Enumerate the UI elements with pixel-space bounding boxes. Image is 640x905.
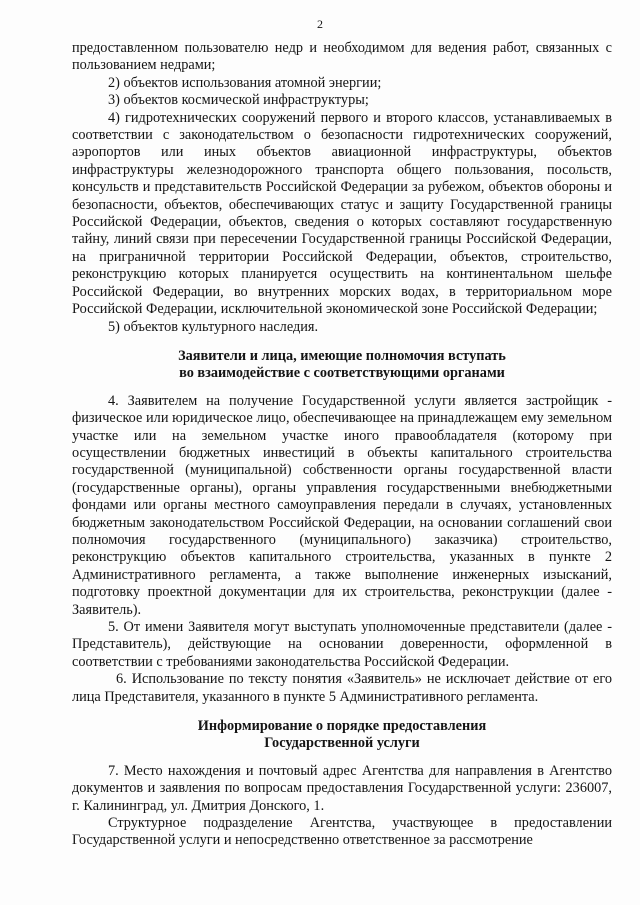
heading-line: Информирование о порядке предоставления bbox=[197, 718, 487, 735]
heading-line: Государственной услуги bbox=[264, 735, 420, 752]
list-item-5: 5) объектов культурного наследия. bbox=[108, 318, 319, 335]
paragraph-5: 5. От имени Заявителя могут выступать уполномоченные представители (далее - Представитель), действующие на основании доверенности, оформленной в соответствии с требованиями законодательства Российской Федерации. bbox=[72, 619, 612, 670]
paragraph-6: 6. Использование по тексту понятия «Заявитель» не исключает действие от его лица Представителя, указанного в пункте 5 Административного регламента. bbox=[72, 671, 612, 705]
heading-line: Заявители и лица, имеющие полномочия вступать bbox=[178, 347, 506, 364]
paragraph-7: 7. Место нахождения и почтовый адрес Агентства для направления в Агентство документов и заявления по вопросам предоставления Государственной услуги: 236007, г. Калининград, ул. Дмитрия Донского, 1. bbox=[72, 762, 612, 814]
paragraph-structural-unit: Структурное подразделение Агентства, участвующее в предоставлении Государственной услуги и непосредственно ответственное за рассмотрение bbox=[72, 815, 612, 849]
list-item-2: 2) объектов использования атомной энергии; bbox=[108, 74, 382, 91]
document-body bbox=[72, 40, 612, 850]
section-heading-informing bbox=[72, 718, 612, 753]
list-item-3: 3) объектов космической инфраструктуры; bbox=[108, 92, 369, 109]
section-heading-applicants bbox=[72, 348, 612, 383]
paragraph-continuation: предоставленном пользователю недр и необходимом для ведения работ, связанных с пользованием недрами; bbox=[72, 40, 612, 74]
heading-line: во взаимодействие с соответствующими органами bbox=[179, 365, 505, 382]
paragraph-4: 4. Заявителем на получение Государственной услуги является застройщик - физическое или юридическое лицо, обеспечивающее на принадлежащем ему земельном участке или на земельном участке иного правообладателя (которому при осуществлении бюджетных инвестиций в объекты капитального строительства государственной (муниципальной) собственности органы государственной власти (государственные органы), органы управления государственными внебюджетными фондами или органы местного самоуправления передали в случаях, установленных бюджетным законодательством Российской Федерации, на основании соглашений свои полномочия государственного (муниципального) заказчика) строительство, реконструкцию объектов капитального строительства, указанных в пункте 2 Административного регламента, а также выполнение инженерных изысканий, подготовку проектной документации для их строительства, реконструкции (далее - Заявитель). bbox=[72, 392, 612, 618]
list-item-4: 4) гидротехнических сооружений первого и второго классов, устанавливаемых в соответствии с законодательством о безопасности гидротехнических сооружений, аэропортов или иных объектов авиационной инфраструктуры, объектов инфраструктуры железнодорожного транспорта общего пользования, посольств, консульств и представительств Российской Федерации за рубежом, объектов обороны и безопасности, объектов, обеспечивающих статус и защиту Государственной границы Российской Федерации, объектов, сведения о которых составляют государственную тайну, линий связи при пересечении Государственной границы Российской Федерации, на приграничной территории Российской Федерации, объектов, строительство, реконструкцию которых планируется осуществить на континентальном шельфе Российской Федерации, во внутренних морских водах, в территориальном море Российской Федерации, исключительной экономической зоне Российской Федерации; bbox=[72, 109, 612, 318]
page-number: 2 bbox=[317, 17, 323, 31]
